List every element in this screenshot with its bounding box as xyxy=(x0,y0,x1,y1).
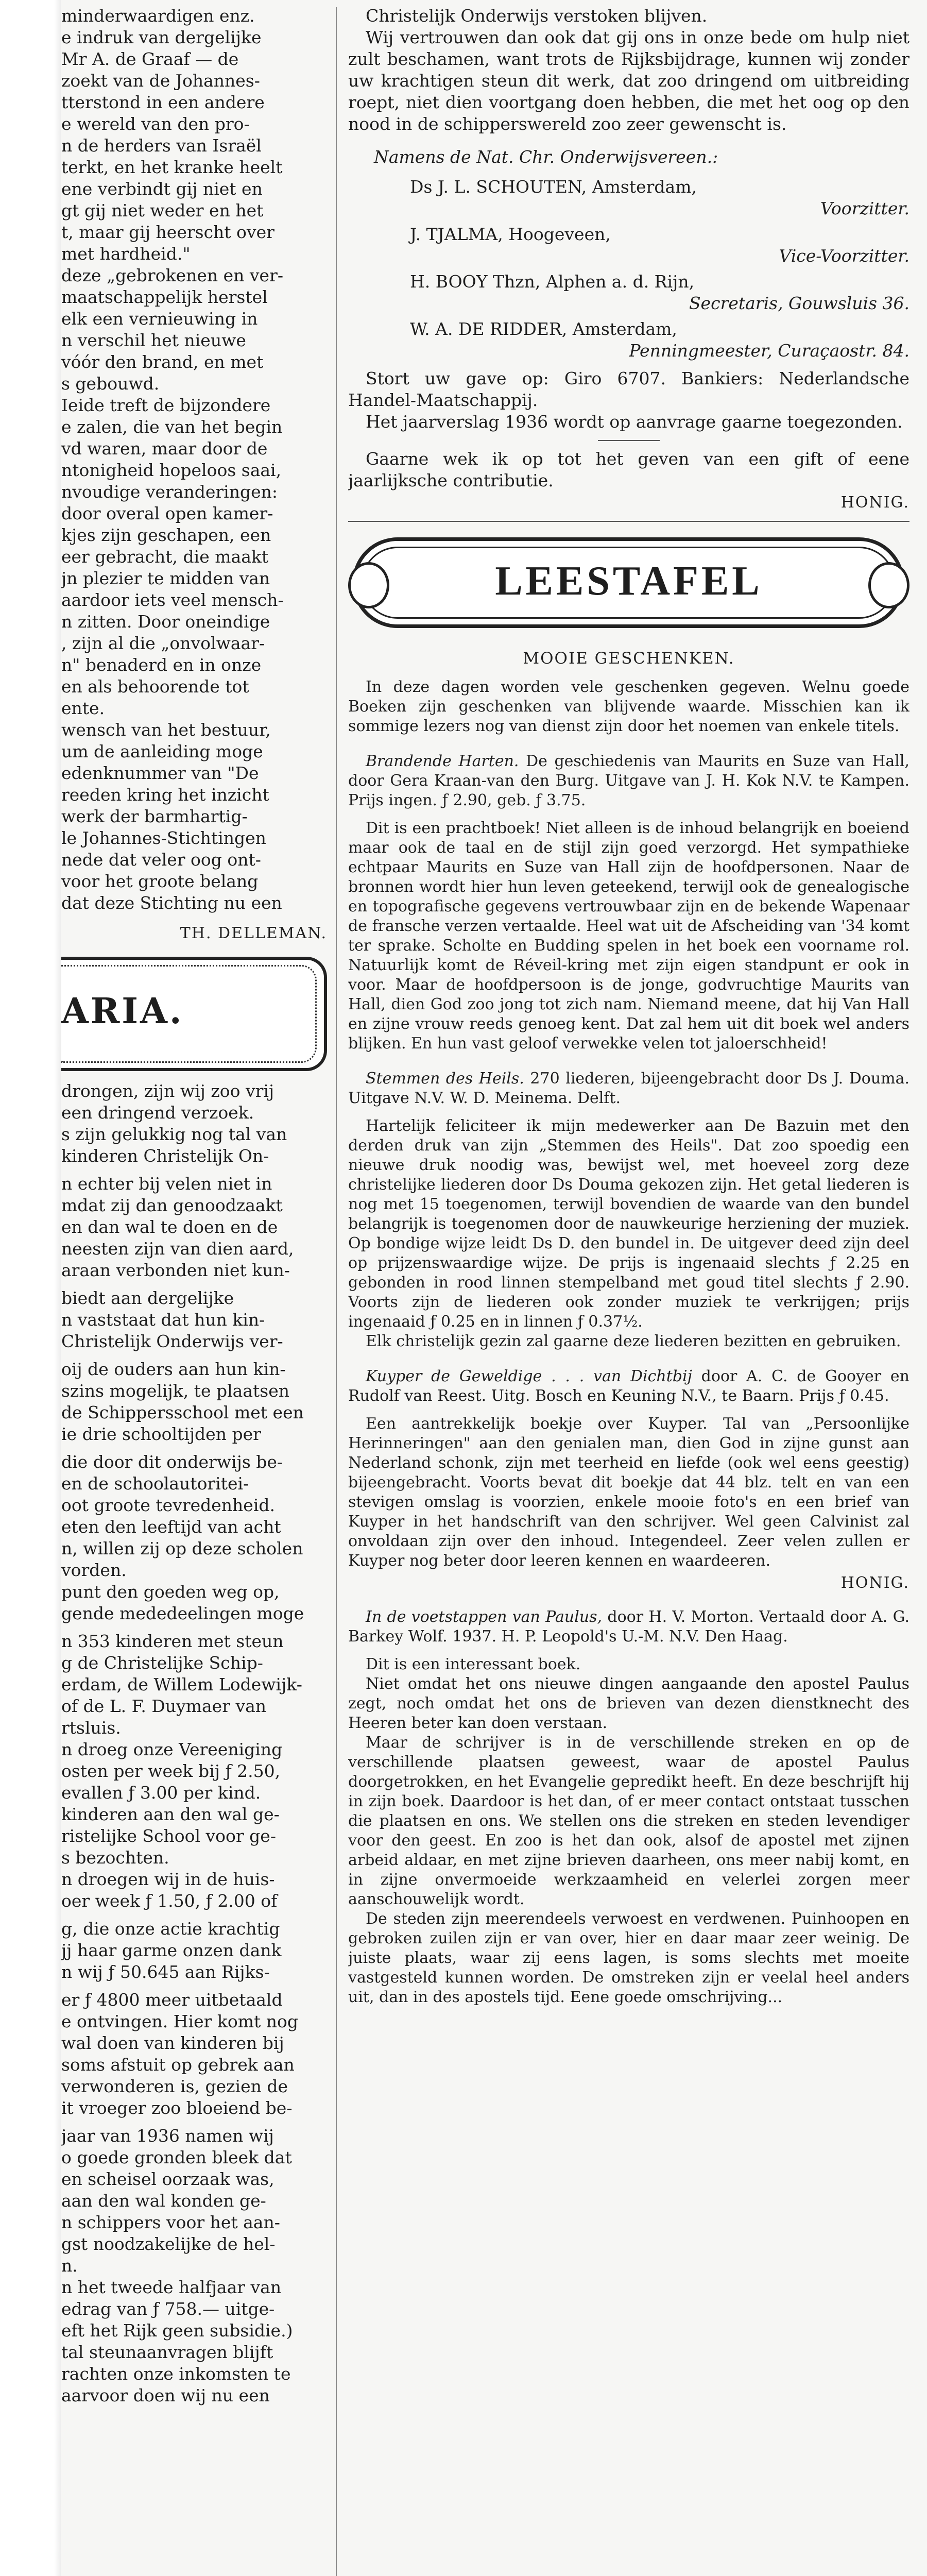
text-line: o goede gronden bleek dat xyxy=(61,2147,292,2167)
text-line: n. xyxy=(61,2256,78,2276)
left-column-appeal-text xyxy=(61,1080,327,2406)
scan-shadow xyxy=(54,0,61,2576)
text-line: n vaststaat dat hun kin- xyxy=(61,1310,265,1330)
text-line: n 353 kinderen met steun xyxy=(61,1631,284,1651)
text-line: er ƒ 4800 meer uitbetaald xyxy=(61,1990,283,2010)
left-column-article-text xyxy=(61,5,327,914)
text-line: ristelijke School voor ge- xyxy=(61,1826,276,1846)
review-kuyper xyxy=(348,1367,909,1592)
review-voetstappen-paulus xyxy=(348,1607,909,2007)
text-line: eten den leeftijd van acht xyxy=(61,1517,281,1537)
text-line: gst noodzakelijke de hel- xyxy=(61,2234,276,2254)
text-line: um de aanleiding moge xyxy=(61,741,263,761)
text-line: en als behoorende tot xyxy=(61,676,249,697)
text-line: g de Christelijke Schip- xyxy=(61,1653,263,1673)
text-line: osten per week bij ƒ 2.50, xyxy=(61,1761,281,1781)
text-line: Mr A. de Graaf — de xyxy=(61,49,239,69)
text-line: elk een vernieuwing in xyxy=(61,309,258,329)
text-line: it vroeger zoo bloeiend be- xyxy=(61,2098,293,2118)
text-line xyxy=(61,1912,327,1918)
review-body: Dit is een prachtboek! Niet alleen is de inhoud belangrijk en boeiend maar ook de taal en de stijl zijn goed verzorgd. Het sympathieke echtpaar Maurits en Suze van Hall zijn de hoofdpersonen. Naar de bronnen wordt hier hun leven geteekend, terwijl ook de genealogische en topografische gegevens vertrouwbaar zijn en de bekende Wapenaar de fransche verzen vertaalde. Heel wat uit de Afscheiding van '34 komt ter sprake. Scholte en Budding spelen in het boek een voorname rol. Natuurlijk komt de Réveil-kring met zijn eigen standpunt er ook in voor. Maar de hoofdpersoon is de jonge, godvruchtige Maurits van Hall, dien God zoo jong tot zich nam. Niemand meene, dat hij Van Hall en zijne vrouw reeds genoeg kent. Dat zal hem uit dit boek wel anders blijken. En hun vast geloof verwekke velen tot jaloerschheid! xyxy=(348,819,909,1053)
text-line: die door dit onderwijs be- xyxy=(61,1452,283,1472)
review-details: De geschiedenis van Maurits en Suze van Hall, door Gera Kraan-van den Burg. Uitgave van J. H. Kok N.V. te Kampen. Prijs ingen. ƒ 2.90, geb. ƒ 3.75. xyxy=(348,752,909,809)
scan-background xyxy=(0,0,54,2576)
text-line: aardoor iets veel mensch- xyxy=(61,590,284,610)
text-line: of de L. F. Duymaer van xyxy=(61,1696,267,1716)
review-signature: HONIG. xyxy=(840,1574,909,1592)
org-member-0 xyxy=(410,176,909,219)
text-line: de Schippersschool met een xyxy=(61,1402,304,1422)
short-divider xyxy=(598,440,660,441)
text-line: jj haar garme onzen dank xyxy=(61,1940,282,1960)
text-line: n" benaderd en in onze xyxy=(61,655,262,675)
article-signature: TH. DELLEMAN. xyxy=(180,924,327,942)
text-line: s zijn gelukkig nog tal van xyxy=(61,1124,287,1144)
review-head xyxy=(348,1367,909,1406)
text-line: reeden kring het inzicht xyxy=(61,785,269,805)
text-line: le Johannes-Stichtingen xyxy=(61,828,266,848)
text-line xyxy=(61,1167,327,1173)
text-line: jn plezier te midden van xyxy=(61,568,270,588)
section-title: MOOIE GESCHENKEN. xyxy=(523,649,735,668)
review-body-closing: Elk christelijk gezin zal gaarne deze liederen bezitten en gebruiken. xyxy=(366,1332,901,1350)
text-line: jaar van 1936 namen wij xyxy=(61,2126,274,2146)
text-line: e ontvingen. Hier komt nog xyxy=(61,2011,299,2031)
column-divider xyxy=(336,7,337,2576)
text-line: wensch van het bestuur, xyxy=(61,720,271,740)
payment-text: Stort uw gave op: Giro 6707. Bankiers: Nederlandsche Handel-Maatschappij. xyxy=(348,368,909,410)
text-line: gt gij niet weder en het xyxy=(61,200,264,221)
text-line xyxy=(61,2119,327,2125)
intro-paragraph-1: Christelijk Onderwijs verstoken blijven. xyxy=(366,6,708,26)
review-title: Stemmen des Heils. xyxy=(366,1070,524,1088)
text-line: Christelijk Onderwijs ver- xyxy=(61,1331,283,1351)
text-line xyxy=(61,1445,327,1451)
org-member-role: Secretaris, Gouwsluis 36. xyxy=(689,293,909,313)
text-line: nvoudige veranderingen: xyxy=(61,482,278,502)
org-member-name: J. TJALMA, Hoogeveen, xyxy=(410,224,611,244)
text-line: aarvoor doen wij nu een xyxy=(61,2385,270,2405)
text-line: aan den wal konden ge- xyxy=(61,2191,266,2211)
text-line: n droeg onze Vereeniging xyxy=(61,1739,283,1759)
text-line: tterstond in een andere xyxy=(61,92,265,112)
intro-paragraph-2: Wij vertrouwen dan ook dat gij ons in onze bede om hulp niet zult beschamen, want trots de Rijksbijdrage, kunnen wij zonder uw krachtigen steun dit werk, dat zoo dringend om uitbreiding roept, niet dien voortgang doen hebben, die met het oog op den nood in de schipperswereld zoo zeer gewenscht is. xyxy=(348,27,909,134)
text-line: soms afstuit op gebrek aan xyxy=(61,2055,295,2075)
text-line: szins mogelijk, te plaatsen xyxy=(61,1381,289,1401)
text-line: n echter bij velen niet in xyxy=(61,1174,272,1194)
text-line xyxy=(61,1352,327,1359)
org-member-name: W. A. DE RIDDER, Amsterdam, xyxy=(410,319,677,339)
text-line: edenknummer van "De xyxy=(61,763,259,783)
text-line: n wij ƒ 50.645 aan Rijks- xyxy=(61,1962,270,1982)
review-paragraph: Niet omdat het ons nieuwe dingen aangaande den apostel Paulus zegt, noch omdat het ons de brieven van dezen dienstknecht des Heeren beter kan doen verstaan. xyxy=(348,1675,909,1732)
text-line: ie drie schooltijden per xyxy=(61,1424,261,1444)
review-brandende-harten xyxy=(348,752,909,1054)
text-line: voor het groote belang xyxy=(61,871,259,891)
text-line: n zitten. Door oneindige xyxy=(61,612,270,632)
org-member-role: Penningmeester, Curaçaostr. 84. xyxy=(629,341,909,361)
text-line: Ieide treft de bijzondere xyxy=(61,395,271,415)
text-line: kinderen Christelijk On- xyxy=(61,1146,269,1166)
banner-title: LEESTAFEL xyxy=(495,558,763,604)
org-intro: Namens de Nat. Chr. Onderwijsvereen.: xyxy=(374,147,718,167)
text-line: door overal open kamer- xyxy=(61,503,273,523)
text-line: kinderen aan den wal ge- xyxy=(61,1804,280,1824)
text-line: vorden. xyxy=(61,1560,127,1580)
review-details: door A. C. de Gooyer en Rudolf van Reest. Uitg. Bosch en Keuning N.V., te Baarn. Prijs ƒ 0.45. xyxy=(348,1367,909,1405)
text-line: gende mededeelingen moge xyxy=(61,1603,304,1623)
text-line: zoekt van de Johannes- xyxy=(61,71,260,91)
text-line: ente. xyxy=(61,698,105,718)
text-line xyxy=(61,1983,327,1989)
text-line: nede dat veler oog ont- xyxy=(61,850,261,870)
text-line xyxy=(61,1281,327,1287)
report-text: Het jaarverslag 1936 wordt op aanvrage gaarne toegezonden. xyxy=(366,412,903,432)
text-line: en scheisel oorzaak was, xyxy=(61,2169,274,2189)
text-line: g, die onze actie krachtig xyxy=(61,1919,280,1939)
text-line: araan verbonden niet kun- xyxy=(61,1260,290,1280)
aria-banner xyxy=(61,957,327,1071)
text-line: n het tweede halfjaar van xyxy=(61,2277,282,2297)
text-line: n verschil het nieuwe xyxy=(61,330,246,350)
text-line: oer week ƒ 1.50, ƒ 2.00 of xyxy=(61,1891,278,1911)
text-line: e wereld van den pro- xyxy=(61,114,250,134)
review-stemmen-des-heils xyxy=(348,1069,909,1351)
text-line: ene verbindt gij niet en xyxy=(61,179,263,199)
review-head xyxy=(348,1069,909,1108)
gift-signature: HONIG. xyxy=(840,494,909,512)
section-intro: In deze dagen worden vele geschenken gegeven. Welnu goede Boeken zijn geschenken van blijvende waarde. Misschien kan ik sommige lezers nog van dienst zijn door het noemen van enkele titels. xyxy=(348,678,909,735)
text-line: t, maar gij heerscht over xyxy=(61,222,274,242)
text-line: vd waren, maar door de xyxy=(61,438,268,459)
review-title: In de voetstappen van Paulus, xyxy=(366,1608,603,1626)
leestafel-banner xyxy=(348,531,909,634)
review-title: Kuyper de Geweldige . . . van Dichtbij xyxy=(366,1367,692,1385)
review-body: Hartelijk feliciteer ik mijn medewerker aan De Bazuin met den derden druk van zijn „Stemmen des Heils". Dat zoo spoedig een nieuwe druk noodig was, bewijst wel, met hoeveel zorg deze christelijke liederen door Ds Douma gekozen zijn. Het getal liederen is nog met 15 toegenomen, terwijl bovendien de waarde van den bundel belangrijk is toegenomen door de nauwkeurige herziening der muziek. Op bondige wijze leidt Ds D. den bundel in. De uitgever deed zijn deel op prijzenswaardige wijze. De prijs is ingenaaid slechts ƒ 2.25 en gebonden in rood linnen stempelband met goud titel slechts ƒ 2.90. Voorts zijn de liederen ook zonder muziek te verkrijgen; prijs ingenaaid ƒ 0.25 en in linnen ƒ 0.37½. xyxy=(348,1117,909,1331)
text-line: e zalen, die van het begin xyxy=(61,417,283,437)
text-line: oot groote tevredenheid. xyxy=(61,1495,275,1515)
review-details: door H. V. Morton. Vertaald door A. G. Barkey Wolf. 1937. H. P. Leopold's U.-M. N.V. Den Haag. xyxy=(348,1608,909,1646)
text-line: , zijn al die „onvolwaar- xyxy=(61,633,265,653)
org-member-name: H. BOOY Thzn, Alphen a. d. Rijn, xyxy=(410,272,695,292)
text-line: eft het Rijk geen subsidie.) xyxy=(61,2320,293,2341)
review-body: Een aantrekkelijk boekje over Kuyper. Tal van „Persoonlijke Herinneringen" aan den genialen man, dien God in zijne gunst aan Nederland schonk, zijn met teerheid en liefde (ook wel eens geestig) bijeengebracht. Voorts bevat dit boekje dat 44 blz. telt en van een stevigen omslag is voorzien, enkele mooie foto's en een brief van Kuyper in het handschrift van den schrijver. Wel geen Calvinist zal onvoldaan zijn over den inhoud. Integendeel. Zeer velen zullen er Kuyper nog beter door leeren kennen en waardeeren. xyxy=(348,1415,909,1570)
text-line: vóór den brand, en met xyxy=(61,352,264,372)
text-line: terkt, en het kranke heelt xyxy=(61,157,283,177)
text-line: drongen, zijn wij zoo vrij xyxy=(61,1081,274,1101)
text-line: verwonderen is, gezien de xyxy=(61,2076,288,2096)
text-line: een dringend verzoek. xyxy=(61,1103,254,1123)
text-line: biedt aan dergelijke xyxy=(61,1288,234,1308)
text-line: deze „gebrokenen en ver- xyxy=(61,265,283,285)
org-member-name: Ds J. L. SCHOUTEN, Amsterdam, xyxy=(410,177,697,197)
text-line: n schippers voor het aan- xyxy=(61,2212,280,2232)
text-line: evallen ƒ 3.00 per kind. xyxy=(61,1783,261,1803)
org-member-3 xyxy=(410,318,909,362)
text-line: werk der barmhartig- xyxy=(61,806,248,826)
text-line: dat deze Stichting nu een xyxy=(61,893,282,913)
text-line xyxy=(61,1624,327,1631)
right-column xyxy=(348,5,909,2576)
text-line: minderwaardigen enz. xyxy=(61,6,255,26)
org-member-1 xyxy=(410,224,909,267)
text-line: punt den goeden weg op, xyxy=(61,1582,280,1602)
text-line: eer gebracht, die maakt xyxy=(61,547,269,567)
gift-text: Gaarne wek ik op tot het geven van een gift of eene jaarlijksche contributie. xyxy=(348,449,909,490)
review-paragraph: Maar de schrijver is in de verschillende streken en op de verschillende plaatsen geweest, waar de apostel Paulus doorgetrokken, en het Evangelie gepredikt heeft. En deze beschrijft hij in zijn boek. Daardoor is het dan, of er meer contact ontstaat tusschen die plaatsen en ons. We stellen ons die streken en steden levendiger voor den geest. En zoo is het dan ook, alsof de apostel met zijnen arbeid aldaar, en met zijne brieven daarheen, ons meer nabij komt, en in zijne onvermoeide werkzaamheid en velerlei zorgen meer aanschouwelijk wordt. xyxy=(348,1734,909,1908)
text-line: s gebouwd. xyxy=(61,374,160,394)
text-line: e indruk van dergelijke xyxy=(61,27,262,47)
text-line: kjes zijn geschapen, een xyxy=(61,525,271,545)
text-line: s bezochten. xyxy=(61,1848,169,1868)
text-line: n de herders van Israël xyxy=(61,135,262,156)
text-line: n droegen wij in de huis- xyxy=(61,1869,275,1889)
review-paragraph: De steden zijn meerendeels verwoest en verdwenen. Puinhoopen en gebroken zuilen zijn er van over, hier en daar maar zeer weinig. De juiste plaats, waar zij eens lagen, is soms slechts met moeite vastgesteld kunnen worden. De omstreken zijn er veelal heel anders uit, dan in des apostels tijd. Eene goede omschrijving... xyxy=(348,1910,909,2006)
text-line: en de schoolautoritei- xyxy=(61,1473,249,1494)
text-line: met hardheid." xyxy=(61,244,191,264)
text-line: erdam, de Willem Lodewijk- xyxy=(61,1674,302,1694)
text-line: rtsluis. xyxy=(61,1718,121,1738)
text-line: neesten zijn van dien aard, xyxy=(61,1239,294,1259)
section-divider xyxy=(348,521,909,522)
org-member-role: Voorzitter. xyxy=(820,198,909,218)
text-line: edrag van ƒ 758.— uitge- xyxy=(61,2299,275,2319)
text-line: ntonigheid hopeloos saai, xyxy=(61,460,282,480)
left-column xyxy=(61,5,327,2576)
text-line: en dan wal te doen en de xyxy=(61,1217,278,1237)
text-line: tal steunaanvragen blijft xyxy=(61,2342,273,2362)
review-details: 270 liederen, bijeengebracht door Ds J. Douma. Uitgave N.V. W. D. Meinema. Delft. xyxy=(348,1070,909,1107)
review-head xyxy=(348,752,909,810)
text-line: maatschappelijk herstel xyxy=(61,287,268,307)
review-paragraph: Dit is een interessant boek. xyxy=(366,1655,581,1673)
org-member-2 xyxy=(410,271,909,314)
org-member-role: Vice-Voorzitter. xyxy=(779,246,909,266)
text-line: wal doen van kinderen bij xyxy=(61,2033,284,2053)
text-line: n, willen zij op deze scholen xyxy=(61,1538,303,1558)
aria-banner-word: ARIA. xyxy=(61,991,184,1032)
text-line: oij de ouders aan hun kin- xyxy=(61,1359,286,1379)
text-line: rachten onze inkomsten te xyxy=(61,2364,291,2384)
review-head xyxy=(348,1607,909,1647)
text-line: mdat zij dan genoodzaakt xyxy=(61,1195,283,1215)
review-title: Brandende Harten. xyxy=(366,752,519,770)
